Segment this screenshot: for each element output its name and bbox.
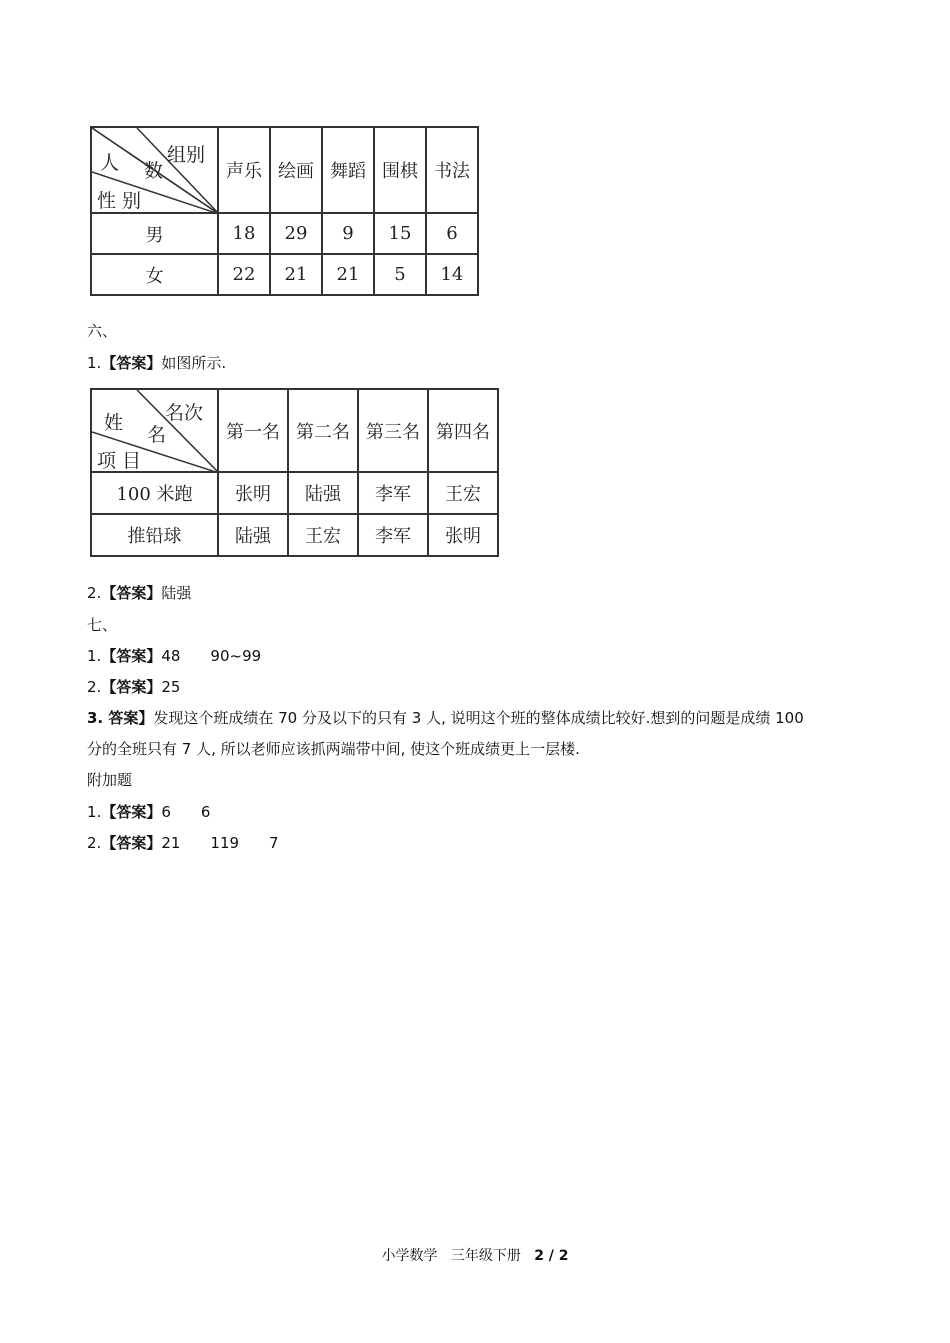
question-number: 1. xyxy=(87,803,102,821)
data-cell: 王宏 xyxy=(428,472,498,514)
data-cell: 6 xyxy=(426,213,478,254)
answer-tag: 【答案】 xyxy=(101,678,162,696)
data-cell: 陆强 xyxy=(218,514,288,556)
header-cell: 围棋 xyxy=(374,127,426,213)
header-cell: 第一名 xyxy=(218,389,288,472)
bonus-answer1 xyxy=(87,801,210,822)
data-cell: 22 xyxy=(218,254,270,295)
question-number: 1. xyxy=(87,354,102,372)
section6-answer1 xyxy=(87,352,226,373)
corner-label-name2: 名 xyxy=(147,424,167,446)
corner-label-count: 数 xyxy=(144,160,164,182)
data-cell: 5 xyxy=(374,254,426,295)
footer-subject: 小学数学 xyxy=(381,1248,438,1264)
data-cell: 14 xyxy=(426,254,478,295)
table-row xyxy=(91,254,478,295)
table-row xyxy=(91,472,498,514)
corner-label-gender: 性 别 xyxy=(97,190,142,212)
answer-text: 6 6 xyxy=(161,803,211,821)
bonus-heading: 附加题 xyxy=(87,771,133,789)
data-cell: 21 xyxy=(270,254,322,295)
corner-label-rank: 名次 xyxy=(165,402,204,424)
section7-answer2 xyxy=(87,676,180,697)
data-cell: 陆强 xyxy=(288,472,358,514)
data-cell: 15 xyxy=(374,213,426,254)
header-cell: 书法 xyxy=(426,127,478,213)
data-cell: 21 xyxy=(322,254,374,295)
question-number: 2. xyxy=(87,678,102,696)
answer-tag: 3. 答案】 xyxy=(87,709,154,727)
answer-tag: 【答案】 xyxy=(101,647,162,665)
ranking-table xyxy=(90,388,499,557)
data-cell: 张明 xyxy=(218,472,288,514)
answer-tag: 【答案】 xyxy=(101,584,162,602)
answer-tag: 【答案】 xyxy=(101,354,162,372)
header-cell: 第二名 xyxy=(288,389,358,472)
data-cell: 9 xyxy=(322,213,374,254)
question-number: 2. xyxy=(87,584,102,602)
row-label: 100 米跑 xyxy=(91,472,218,514)
data-cell: 18 xyxy=(218,213,270,254)
answer-text: 48 90~99 xyxy=(161,647,262,665)
data-cell: 李军 xyxy=(358,472,428,514)
bonus-answer2 xyxy=(87,832,279,853)
row-label: 推铅球 xyxy=(91,514,218,556)
answer-text: 25 xyxy=(161,678,181,696)
table-row xyxy=(91,213,478,254)
section7-answer1 xyxy=(87,645,261,666)
footer-grade: 三年级下册 xyxy=(450,1248,521,1264)
corner-label-people: 人 xyxy=(100,152,120,174)
table2-corner-cell xyxy=(91,389,218,472)
answer-tag: 【答案】 xyxy=(101,803,162,821)
answer-tag: 【答案】 xyxy=(101,834,162,852)
row-label: 女 xyxy=(91,254,218,295)
data-cell: 张明 xyxy=(428,514,498,556)
interest-group-table xyxy=(90,126,479,296)
answer-text: 发现这个班成绩在 70 分及以下的只有 3 人, 说明这个班的整体成绩比较好.想到的问题是成绩 100 xyxy=(153,709,804,727)
data-cell: 王宏 xyxy=(288,514,358,556)
section7-answer3-line2: 分的全班只有 7 人, 所以老师应该抓两端带中间, 使这个班成绩更上一层楼. xyxy=(87,740,580,758)
corner-label-group: 组别 xyxy=(167,144,206,166)
header-cell: 第三名 xyxy=(358,389,428,472)
corner-label-event: 项 目 xyxy=(97,450,142,472)
page-footer xyxy=(0,1245,950,1265)
answer-text: 如图所示. xyxy=(161,354,227,372)
header-cell: 第四名 xyxy=(428,389,498,472)
row-label: 男 xyxy=(91,213,218,254)
data-cell: 李军 xyxy=(358,514,428,556)
answer-text: 21 119 7 xyxy=(161,834,279,852)
header-cell: 声乐 xyxy=(218,127,270,213)
answer-text: 陆强 xyxy=(161,584,192,602)
section6-answer2 xyxy=(87,582,191,603)
corner-label-surname: 姓 xyxy=(104,412,124,434)
table1-corner-cell xyxy=(91,127,218,213)
header-cell: 绘画 xyxy=(270,127,322,213)
question-number: 1. xyxy=(87,647,102,665)
table-row xyxy=(91,514,498,556)
section7-answer3-line1 xyxy=(87,707,804,728)
section7-heading: 七、 xyxy=(87,616,118,634)
question-number: 2. xyxy=(87,834,102,852)
footer-page-number: 2 / 2 xyxy=(534,1248,569,1264)
header-cell: 舞蹈 xyxy=(322,127,374,213)
data-cell: 29 xyxy=(270,213,322,254)
section6-heading: 六、 xyxy=(87,322,118,340)
